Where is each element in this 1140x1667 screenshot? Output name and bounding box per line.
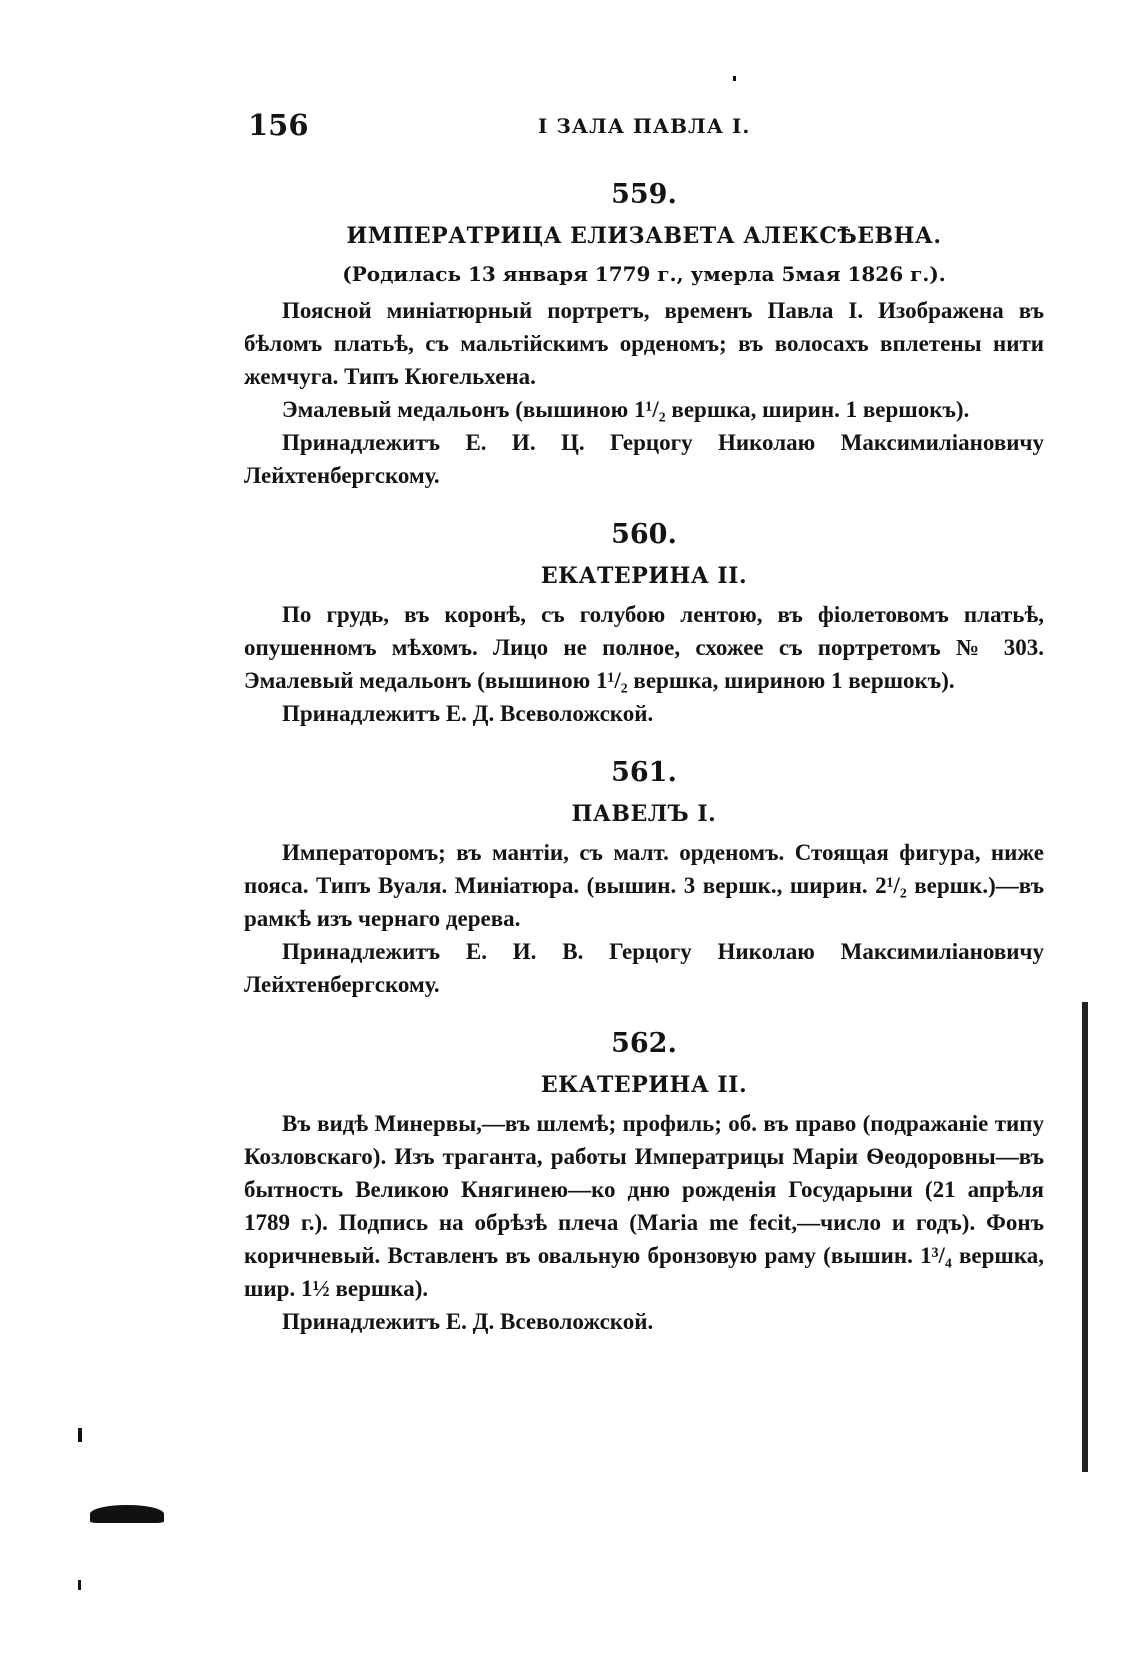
entry-559	[244, 178, 1044, 492]
entry-description: Поясной миніатюрный портретъ, временъ Павла I. Изображена въ бѣломъ платьѣ, съ мальтійскимъ орденомъ; въ волосахъ вплетены нити жемчуга. Типъ Кюгельхена.	[244, 298, 1044, 389]
entry-description: Императоромъ; въ мантіи, съ малт. орденомъ. Стоящая фигура, ниже пояса. Типъ Вуаля. Миніатюра. (вышин. 3 вершк., ширин. 2¹/₂ вершк.)—въ рамкѣ изъ чернаго дерева.	[244, 840, 1044, 931]
page-number: 156	[248, 108, 309, 142]
speck-mark	[78, 1428, 82, 1442]
page-header	[248, 108, 1040, 148]
entry-562	[244, 1027, 1044, 1338]
ink-blot	[90, 1505, 164, 1523]
entry-description: По грудь, въ коронѣ, съ голубою лентою, въ фіолетовомъ платьѣ, опушенномъ мѣхомъ. Лицо не полное, схожее съ портретомъ № 303. Эмалевый медальонъ (вышиною 1¹/₂ вершка, шириною 1 вершокъ).	[244, 602, 1044, 693]
running-head: I ЗАЛА ПАВЛА I.	[538, 114, 751, 138]
entry-owner: Принадлежитъ Е. И. Ц. Герцогу Николаю Максимиліановичу Лейхтенбергскому.	[244, 430, 1044, 488]
entry-number: 560.	[611, 519, 677, 550]
speck-mark	[733, 76, 736, 81]
entry-number: 562.	[611, 1028, 677, 1059]
entry-material: Эмалевый медальонъ (вышиною 1¹/₂ вершка, ширин. 1 вершокъ).	[282, 397, 970, 422]
entry-owner: Принадлежитъ Е. И. В. Герцогу Николаю Максимиліановичу Лейхтенбергскому.	[244, 939, 1044, 997]
entry-title: ЕКАТЕРИНА II.	[540, 563, 748, 589]
entry-title: ПАВЕЛЪ I.	[571, 801, 717, 827]
spacer	[244, 730, 1044, 756]
entry-title: ИМПЕРАТРИЦА ЕЛИЗАВЕТА АЛЕКСѢЕВНА.	[346, 223, 942, 249]
speck-mark	[78, 1580, 81, 1590]
entry-owner: Принадлежитъ Е. Д. Всеволожской.	[282, 1309, 654, 1334]
entry-561	[244, 756, 1044, 1001]
entry-description: Въ видѣ Минервы,—въ шлемѣ; профиль; об. въ право (подражаніе типу Козловскаго). Изъ траганта, работы Императрицы Маріи Ѳеодоровны—въ бытность Великою Княгинею—ко дню рожденія Государыни (21 апрѣля 1789 г.). Подпись на обрѣзѣ плеча (Maria me fecit,—число и годъ). Фонъ коричневый. Вставленъ въ овальную бронзовую раму (вышин. 1³/₄ вершка, шир. 1½ вершка).	[244, 1111, 1044, 1301]
entry-number: 559.	[611, 179, 677, 210]
spacer	[244, 492, 1044, 518]
entry-owner: Принадлежитъ Е. Д. Всеволожской.	[282, 701, 654, 726]
spacer	[244, 1001, 1044, 1027]
entry-number: 561.	[611, 757, 677, 788]
margin-ink-stroke	[1082, 1002, 1088, 1472]
entry-560	[244, 518, 1044, 730]
entry-title: ЕКАТЕРИНА II.	[540, 1072, 748, 1098]
catalog-entries	[244, 178, 1044, 1338]
entry-dates: (Родилась 13 января 1779 г., умерла 5мая 1826 г.).	[342, 262, 946, 286]
